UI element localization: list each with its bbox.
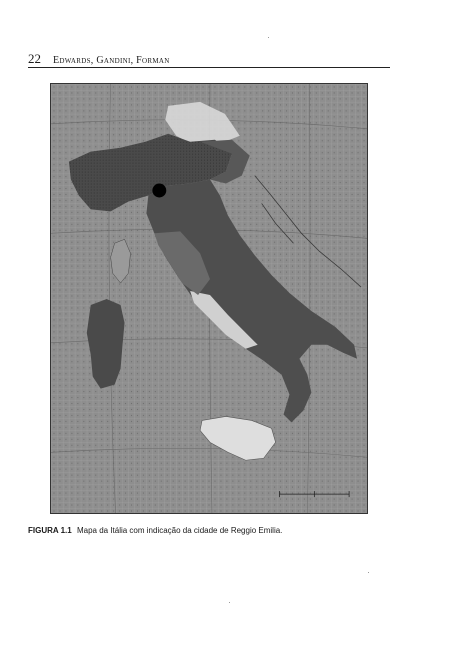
header-rule xyxy=(28,67,390,68)
figure-label: FIGURA 1.1 xyxy=(28,526,72,535)
italy-map xyxy=(51,84,367,513)
page-number: 22 xyxy=(28,51,41,66)
scan-speck xyxy=(368,572,369,573)
italy-map-figure xyxy=(50,83,368,514)
figure-caption xyxy=(28,526,390,536)
page-header xyxy=(28,51,390,67)
scan-speck xyxy=(229,602,230,603)
running-head: Edwards, Gandini, Forman xyxy=(53,55,170,66)
caption-text: Mapa da Itália com indicação da cidade de Reggio Emilia. xyxy=(76,526,283,535)
scan-speck xyxy=(268,37,269,38)
reggio-emilia-marker xyxy=(152,184,166,198)
